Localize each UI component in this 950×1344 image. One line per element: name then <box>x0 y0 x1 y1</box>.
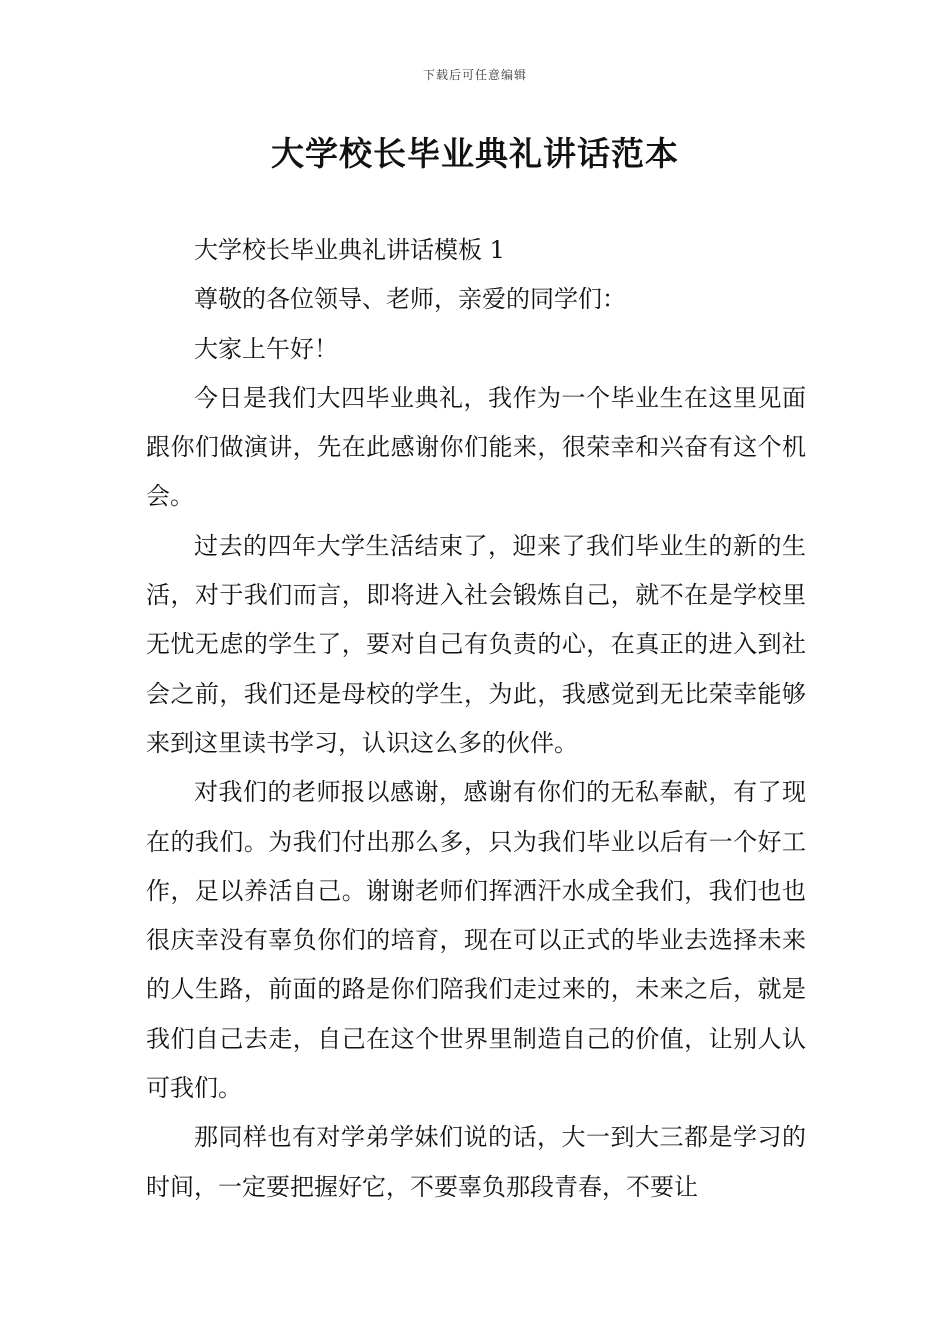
document-title: 大学校长毕业典礼讲话范本 <box>271 134 679 173</box>
header-note: 下载后可任意编辑 <box>422 68 527 82</box>
paragraph-body: 那同样也有对学弟学妹们说的话，大一到大三都是学习的时间，一定要把握好它，不要辜负那段青春，不要让 <box>146 1123 806 1201</box>
paragraph-template-heading: 大学校长毕业典礼讲话模板 1 <box>194 236 505 264</box>
document-body <box>146 226 806 1212</box>
paragraph-body: 对我们的老师报以感谢，感谢有你们的无私奉献，有了现在的我们。为我们付出那么多，只为我们毕业以后有一个好工作，足以养活自己。谢谢老师们挥洒汗水成全我们，我们也也很庆幸没有辜负你们的培育，现在可以正式的毕业去选择未来的人生路，前面的路是你们陪我们走过来的，未来之后，就是我们自己去走，自己在这个世界里制造自己的价值，让别人认可我们。 <box>146 778 806 1103</box>
paragraph-salutation: 尊敬的各位领导、老师，亲爱的同学们： <box>194 285 626 314</box>
paragraph-body: 过去的四年大学生活结束了，迎来了我们毕业生的新的生活，对于我们而言，即将进入社会锻炼自己，就不在是学校里无忧无虑的学生了，要对自己有负责的心，在真正的进入到社会之前，我们还是母校的学生，为此，我感觉到无比荣幸能够来到这里读书学习，认识这么多的伙伴。 <box>146 531 806 757</box>
paragraph-greeting: 大家上午好！ <box>194 334 338 363</box>
paragraph-body: 今日是我们大四毕业典礼，我作为一个毕业生在这里见面跟你们做演讲，先在此感谢你们能来，很荣幸和兴奋有这个机会。 <box>146 383 806 511</box>
